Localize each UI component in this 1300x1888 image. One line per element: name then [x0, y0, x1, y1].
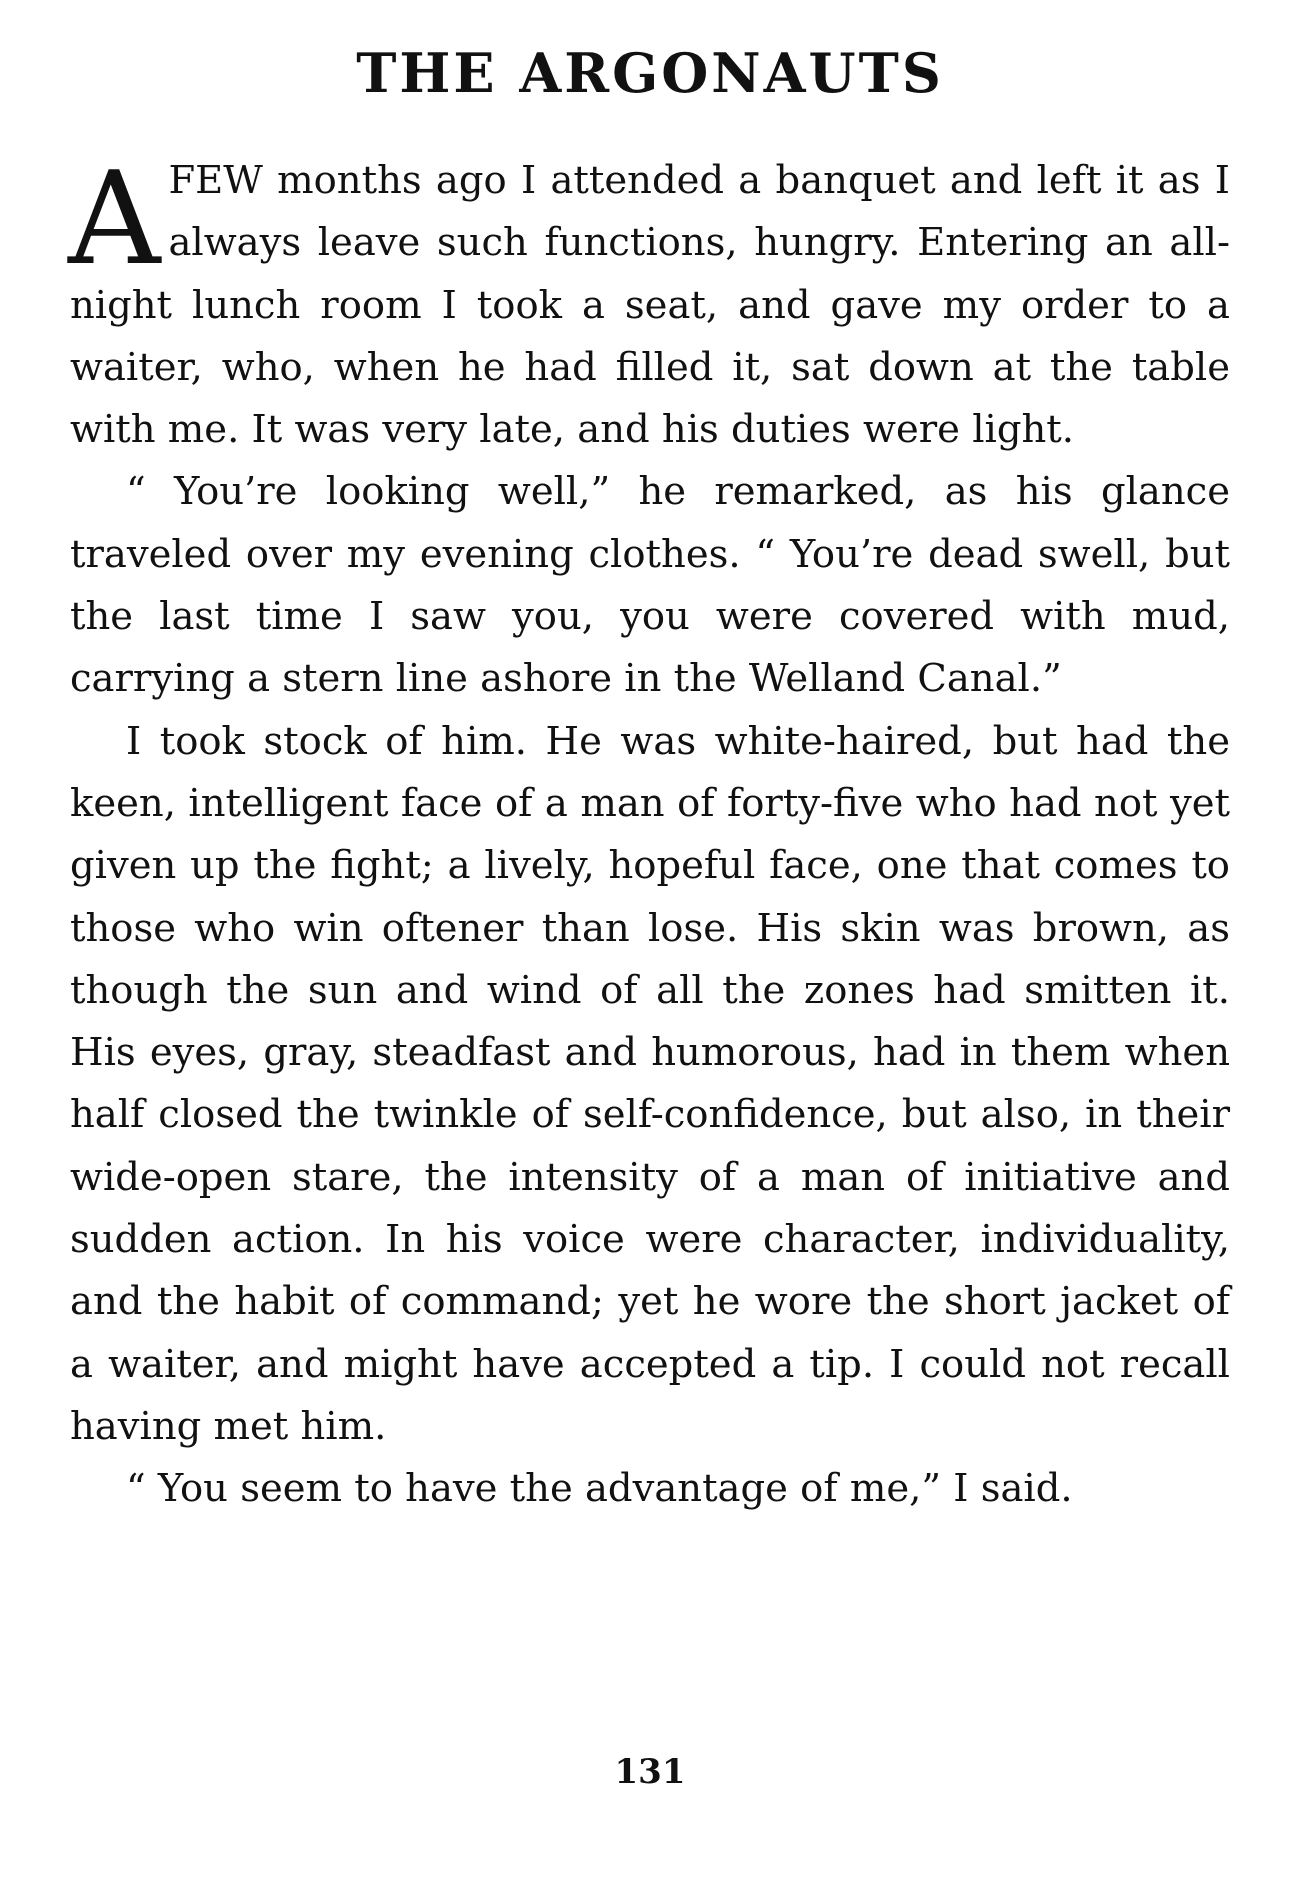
drop-cap: A: [68, 145, 161, 294]
page-number: 131: [614, 1752, 686, 1792]
body-text: [68, 145, 1230, 1521]
opening-word: FEW: [168, 158, 263, 203]
running-title: THE ARGONAUTS: [356, 41, 944, 105]
paragraph-4: “ You seem to have the advantage of me,” I said.: [126, 1466, 1073, 1512]
paragraph-2: “ You’re looking well,” he remarked, as his glance traveled over my evening clothes. “ You’re dead swell, but the last time I saw you, you were covered with mud, carrying a stern line ashore in the Welland Canal.”: [70, 469, 1230, 702]
paragraph-1-text: months ago I attended a banquet and left it as I always leave such functions, hungry. Entering an all-night lunch room I took a seat, and gave my order to a waiter, who, when he had filled it, sat down at the table with me. It was very late, and his duties were light.: [70, 158, 1230, 453]
paragraph-1: [68, 145, 1230, 461]
paragraph-3: I took stock of him. He was white-haired, but had the keen, intelligent face of a man of forty-five who had not yet given up the fight; a lively, hopeful face, one that comes to those who win oftener than lose. His skin was brown, as though the sun and wind of all the zones had smitten it. His eyes, gray, steadfast and humorous, had in them when half closed the twinkle of self-confidence, but also, in their wide-open stare, the intensity of a man of initiative and sudden action. In his voice were character, individuality, and the habit of command; yet he wore the short jacket of a waiter, and might have accepted a tip. I could not recall having met him.: [70, 718, 1230, 1449]
